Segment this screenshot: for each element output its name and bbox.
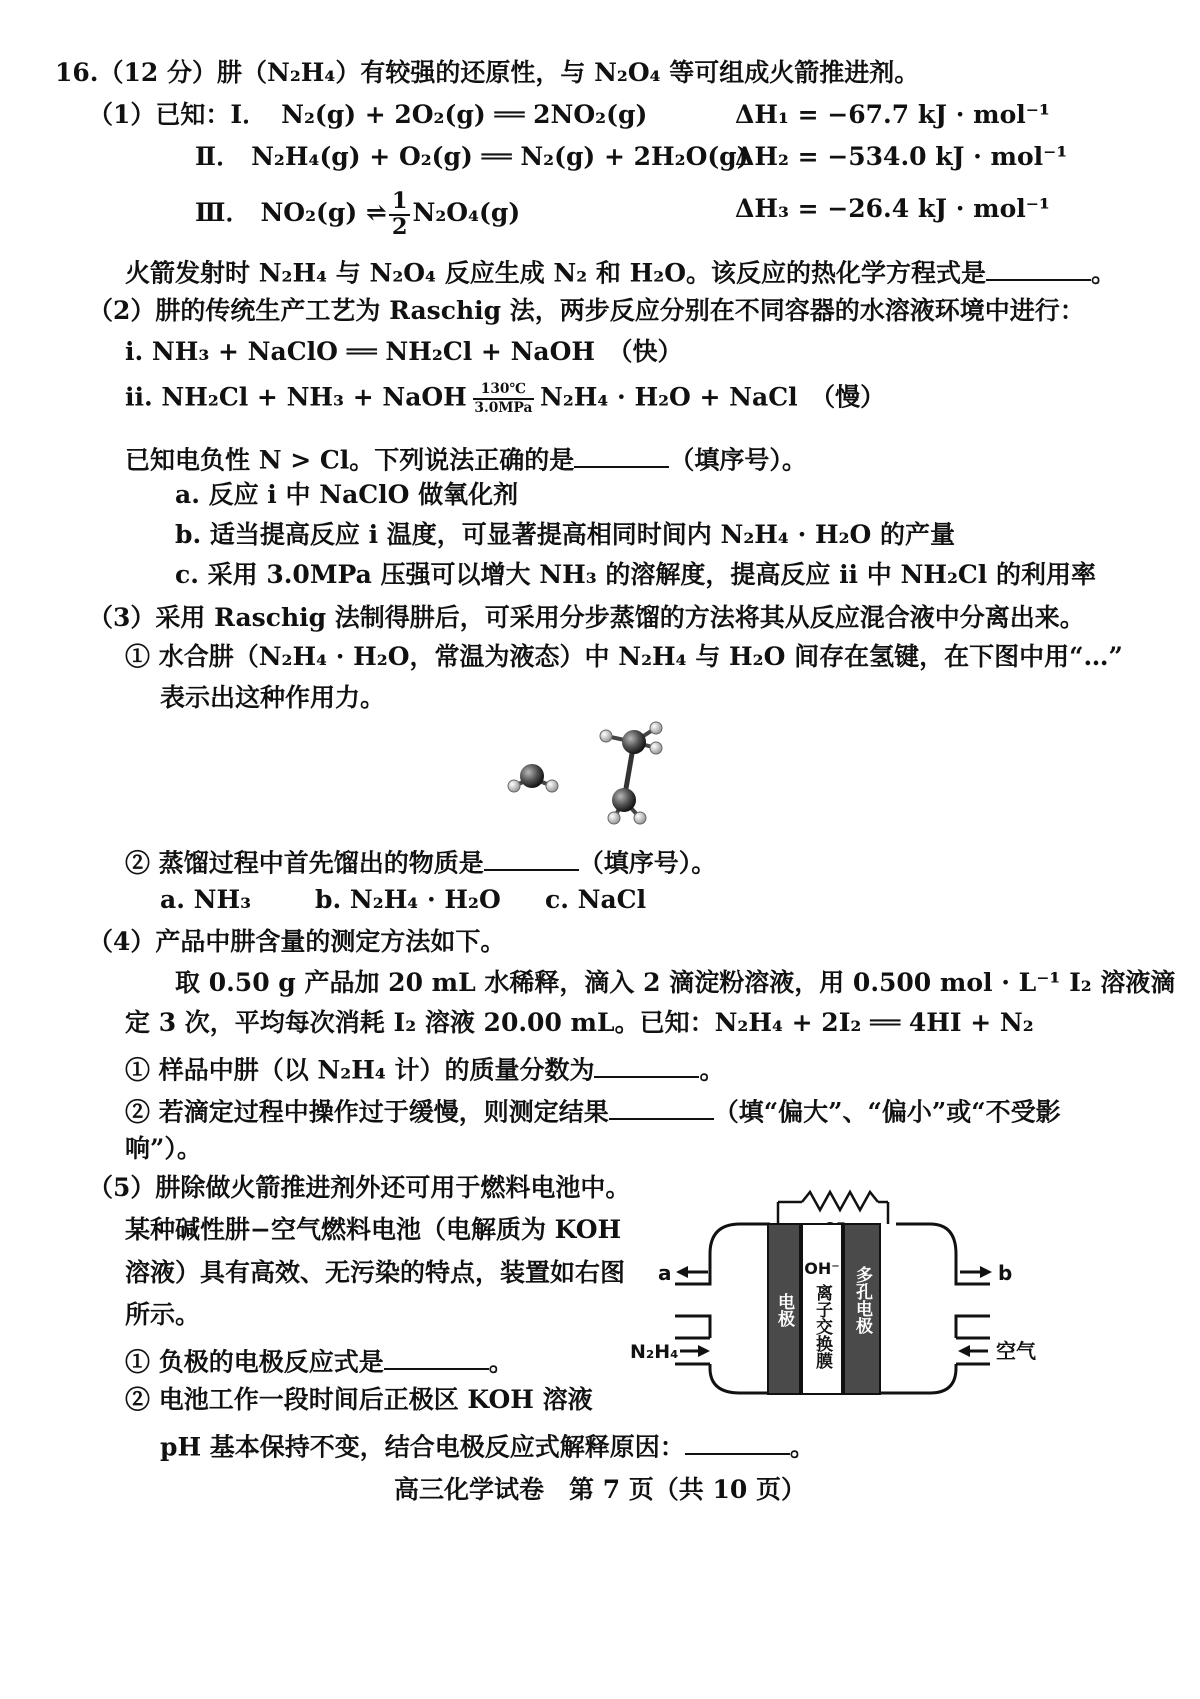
part5-sub2-text: pH 基本保持不变，结合电极反应式解释原因： [160,1432,685,1462]
part1-question-text: 火箭发射时 N₂H₄ 与 N₂O₄ 反应生成 N₂ 和 H₂O。该反应的热化学方程式是 [125,258,986,288]
equation-3-line [195,190,520,239]
part4-sub1 [125,1050,725,1085]
part5-line3: 所示。 [125,1300,201,1329]
part5-sub2-line2 [160,1427,815,1462]
equation-3-left: NO₂(g) ⇌ [260,198,387,228]
condition-pressure: 3.0MPa [474,400,533,417]
part2-intro: （2）肼的传统生产工艺为 Raschig 法，两步反应分别在不同容器的水溶液环境中进行： [88,296,1085,325]
label-b: b [998,1261,1013,1285]
part3-sub2 [125,843,716,878]
delta-h-1: ΔH₁ = −67.7 kJ · mol⁻¹ [735,100,1050,129]
part5-intro: （5）肼除做火箭推进剂外还可用于燃料电池中。 [88,1173,631,1202]
part4-line2: 定 3 次，平均每次消耗 I₂ 溶液 20.00 mL。已知：N₂H₄ + 2I₂ ══ 4HI + N₂ [125,1008,1034,1037]
equation-3-right: N₂O₄(g) [412,198,521,228]
part5-line1: 某种碱性肼−空气燃料电池（电解质为 KOH [125,1215,622,1244]
part1-intro-label: （1）已知：Ⅰ． [88,100,268,129]
answer-blank-4[interactable] [594,1050,699,1078]
part3-option-b: b. N₂H₄ · H₂O [315,885,501,914]
answer-blank-7[interactable] [685,1427,790,1455]
delta-h-2: ΔH₂ = −534.0 kJ · mol⁻¹ [735,142,1068,171]
fraction-denominator: 2 [391,213,408,240]
part4-sub2-cont: 响”）。 [125,1134,202,1163]
reaction-i: i. NH₃ + NaClO ══ NH₂Cl + NaOH （快） [125,337,683,366]
delta-h-3: ΔH₃ = −26.4 kJ · mol⁻¹ [735,194,1050,223]
membrane-ion-label: OH⁻ [804,1259,840,1278]
answer-blank-5[interactable] [609,1092,714,1120]
arrow-b [960,1266,992,1278]
equation-2-line [195,142,749,172]
part3-intro: （3）采用 Raschig 法制得肼后，可采用分步蒸馏的方法将其从反应混合液中分离出来。 [88,603,1085,632]
part4-sub2 [125,1092,1061,1127]
part1-question [125,253,1116,288]
molecule-diagram[interactable] [500,720,680,830]
part4-sub1-end: 。 [699,1055,725,1085]
hydrazine-molecule [600,722,662,824]
part4-intro: （4）产品中肼含量的测定方法如下。 [88,927,506,956]
part4-line1: 取 0.50 g 产品加 20 mL 水稀释，滴入 2 滴淀粉溶液，用 0.500 mol · L⁻¹ I₂ 溶液滴 [175,968,1176,997]
answer-blank-1[interactable] [986,253,1091,281]
reaction-ii-right: N₂H₄ · H₂O + NaCl （慢） [539,382,886,412]
fraction-numerator: 1 [389,190,411,216]
part5-line2: 溶液）具有高效、无污染的特点，装置如右图 [125,1258,626,1287]
page-footer: 高三化学试卷 第 7 页（共 10 页） [393,1475,806,1504]
answer-blank-3[interactable] [484,843,579,871]
part2-question-end: （填序号）。 [669,445,807,475]
part4-sub2-text: ② 若滴定过程中操作过于缓慢，则测定结果 [125,1097,609,1127]
roman-2: Ⅱ． [195,142,242,171]
condition-temperature: 130℃ [473,382,534,400]
left-electrode-label: 电极 [774,1293,794,1327]
reaction-ii [125,382,885,416]
part2-option-b: b. 适当提高反应 i 温度，可显著提高相同时间内 N₂H₄ · H₂O 的产量 [175,520,956,549]
arrow-a [676,1266,708,1278]
reaction-ii-left: ii. NH₂Cl + NH₃ + NaOH [125,382,467,412]
part3-sub2-text: ② 蒸馏过程中首先馏出的物质是 [125,848,484,878]
arrow-n2h4 [680,1345,710,1357]
part2-question [125,440,807,475]
equation-1: N₂(g) + 2O₂(g) ══ 2NO₂(g) [281,100,648,129]
reaction-conditions [473,382,534,416]
part4-sub1-text: ① 样品中肼（以 N₂H₄ 计）的质量分数为 [125,1055,595,1085]
answer-blank-6[interactable] [384,1342,489,1370]
label-a: a [658,1261,672,1285]
part1-intro [88,100,647,130]
question-16-title: 16.（12 分）肼（N₂H₄）有较强的还原性，与 N₂O₄ 等可组成火箭推进剂。 [55,58,920,87]
label-n2h4: N₂H₄ [630,1341,679,1363]
arrow-air [958,1345,988,1357]
part2-option-a: a. 反应 i 中 NaClO 做氧化剂 [175,480,519,509]
water-molecule [508,764,558,792]
part5-sub2-end: 。 [789,1432,815,1462]
equation-2: N₂H₄(g) + O₂(g) ══ N₂(g) + 2H₂O(g) [251,142,749,171]
roman-3: Ⅲ． [195,198,251,228]
part3-option-c: c. NaCl [545,885,647,914]
part5-sub1-end: 。 [488,1347,514,1377]
porous-electrode-label: 多孔电极 [852,1266,872,1334]
part3-sub2-end: （填序号）。 [578,848,717,878]
part3-option-a: a. NH₃ [160,885,252,914]
part3-sub1-line2: 表示出这种作用力。 [160,683,386,712]
membrane-label: 离子交换膜 [812,1284,832,1369]
part5-sub1 [125,1342,514,1377]
label-air: 空气 [996,1339,1036,1363]
part1-question-end: 。 [1090,258,1116,288]
part3-sub1-line1: ① 水合肼（N₂H₄ · H₂O，常温为液态）中 N₂H₄ 与 H₂O 间存在氢键，在下图中用“…” [125,642,1123,671]
part5-sub1-text: ① 负极的电极反应式是 [125,1347,384,1377]
part2-option-c: c. 采用 3.0MPa 压强可以增大 NH₃ 的溶解度，提高反应 ii 中 NH₂Cl 的利用率 [175,560,1096,589]
answer-blank-2[interactable] [574,440,669,468]
part4-sub2-end: （填“偏大”、“偏小”或“不受影 [713,1097,1061,1127]
part2-question-text: 已知电负性 N > Cl。下列说法正确的是 [125,445,575,475]
fuel-cell-diagram[interactable] [630,1188,1050,1428]
fraction-one-half [389,190,411,239]
part5-sub2-line1: ② 电池工作一段时间后正极区 KOH 溶液 [125,1385,593,1414]
